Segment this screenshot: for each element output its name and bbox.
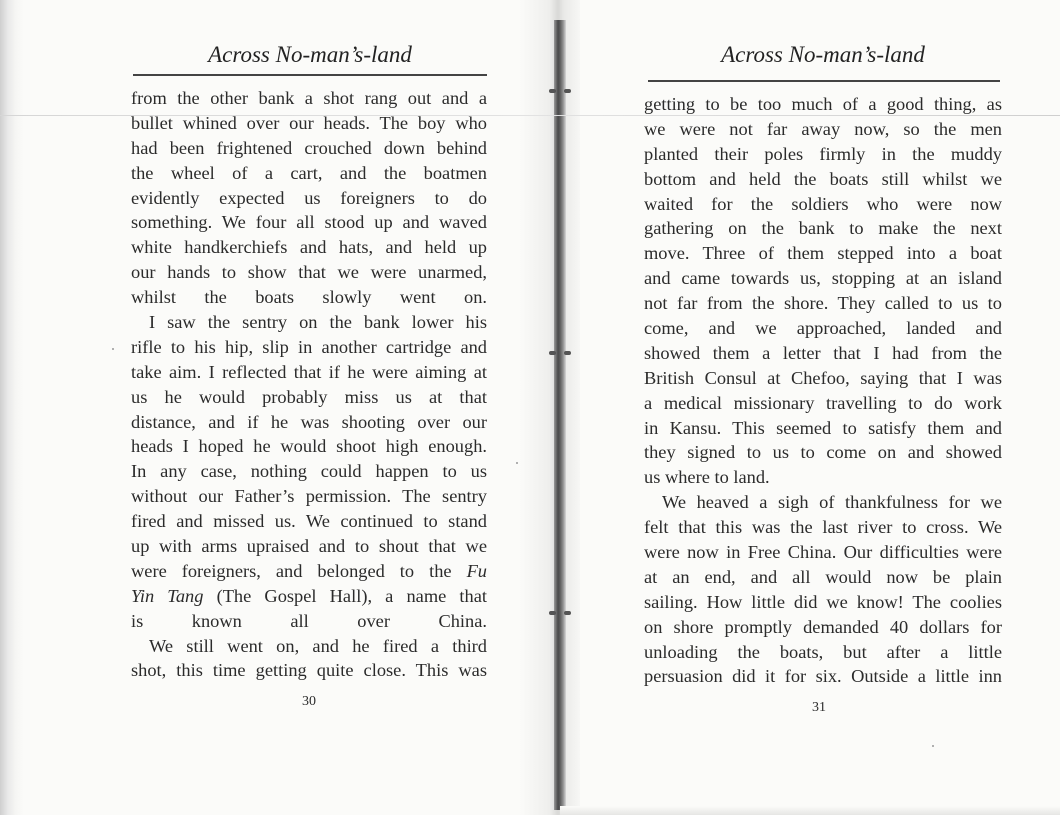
text-line: sailing. How little did we know! The coolies (644, 591, 1002, 612)
gutter-shadow (520, 0, 580, 815)
text-line: We still went on, and he fired a third (149, 635, 487, 656)
text-line: showed them a letter that I had from the (644, 342, 1002, 363)
right-page-number: 31 (812, 700, 826, 715)
text-line: fired and missed us. We continued to stand (131, 511, 487, 532)
text-line: distance, and if he was shooting over our (131, 411, 487, 432)
text-line: the wheel of a cart, and the boatmen (131, 162, 487, 183)
scan-speck (112, 348, 114, 350)
text-line: something. We four all stood up and waved (131, 212, 487, 233)
binding-staple (549, 608, 571, 618)
text-line: come, and we approached, landed and (644, 318, 1002, 339)
text-line: In any case, nothing could happen to us (131, 461, 487, 482)
text-line: I saw the sentry on the bank lower his (149, 312, 487, 333)
left-running-head: Across No-man’s-land (208, 42, 412, 67)
text-line: bullet whined over our heads. The boy who (131, 112, 487, 133)
text-line: is known all over China. (131, 610, 487, 631)
scan-speck (516, 462, 518, 464)
text-line: Yin Tang (The Gospel Hall), a name that (131, 585, 488, 606)
text-line: we were not far away now, so the men (644, 118, 1002, 139)
left-page-body (131, 86, 487, 683)
text-line: on shore promptly demanded 40 dollars for (644, 616, 1002, 637)
binding-staple (549, 348, 571, 358)
text-line: without our Father’s permission. The sentry (131, 486, 487, 507)
right-page-body (644, 92, 1002, 689)
text-line: white handkerchiefs and hats, and held up (131, 237, 487, 258)
text-line: felt that this was the last river to cross. We (644, 517, 1002, 538)
left-page-number: 30 (302, 694, 316, 709)
text-line: take aim. I reflected that if he were aiming at (131, 361, 487, 382)
text-line: a medical missionary travelling to do work (644, 392, 1002, 413)
text-line: getting to be too much of a good thing, as (644, 94, 1002, 114)
book-spine (554, 20, 566, 810)
text-line: they signed to us to come on and showed (644, 442, 1002, 463)
text-line: our hands to show that we were unarmed, (131, 262, 487, 283)
right-head-rule (648, 80, 1000, 82)
scan-speck (932, 745, 934, 747)
left-head-rule (133, 74, 487, 76)
text-line: British Consul at Chefoo, saying that I was (644, 367, 1002, 388)
text-line: were foreigners, and belonged to the Fu (131, 560, 487, 581)
text-line: up with arms upraised and to shout that we (131, 536, 487, 557)
text-line: move. Three of them stepped into a boat (644, 243, 1002, 264)
text-line: not far from the shore. They called to us to (644, 293, 1002, 314)
text-line: and came towards us, stopping at an island (644, 268, 1002, 289)
right-page-bottom-edge (560, 806, 1060, 815)
text-line: rifle to his hip, slip in another cartridge and (131, 336, 487, 357)
text-line: evidently expected us foreigners to do (131, 187, 487, 208)
text-line: in Kansu. This seemed to satisfy them and (644, 417, 1002, 438)
text-line: persuasion did it for six. Outside a little inn (644, 666, 1002, 687)
left-page-edge-shadow (0, 0, 24, 815)
text-line: unloading the boats, but after a little (644, 641, 1002, 662)
text-line: heads I hoped he would shoot high enough. (131, 436, 487, 457)
text-line: planted their poles firmly in the muddy (644, 143, 1002, 164)
text-line: were now in Free China. Our difficulties were (644, 542, 1002, 563)
text-line: shot, this time getting quite close. This was (131, 660, 487, 681)
binding-staple (549, 86, 571, 96)
text-line: us where to land. (644, 467, 770, 488)
right-running-head: Across No-man’s-land (721, 42, 925, 67)
text-line: We heaved a sigh of thankfulness for we (662, 492, 1002, 513)
text-line: waited for the soldiers who were now (644, 193, 1002, 214)
text-line: at an end, and all would now be plain (644, 566, 1002, 587)
text-line: us he would probably miss us at that (131, 386, 487, 407)
text-line: bottom and held the boats still whilst we (644, 168, 1002, 189)
text-line: gathering on the bank to make the next (644, 218, 1002, 239)
text-line: from the other bank a shot rang out and a (131, 88, 487, 108)
text-line: had been frightened crouched down behind (131, 137, 487, 158)
text-line: whilst the boats slowly went on. (131, 287, 487, 308)
